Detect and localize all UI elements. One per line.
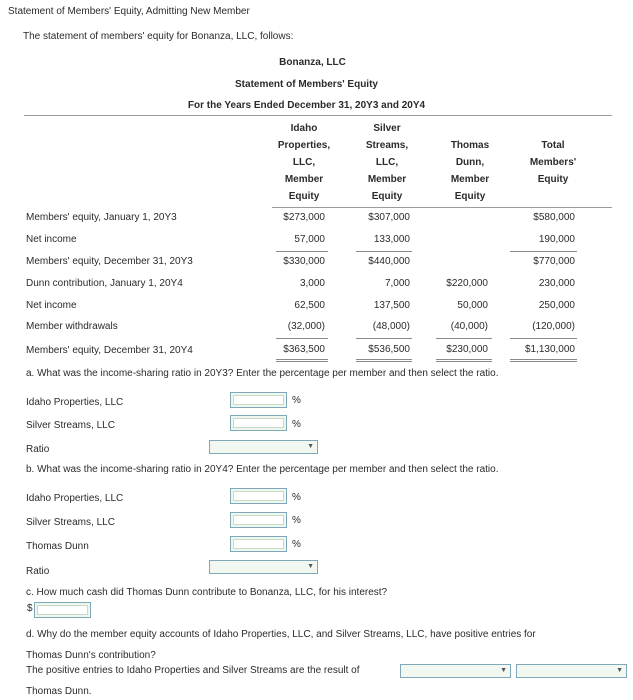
part-a-silver-label: Silver Streams, LLC	[26, 420, 115, 431]
part-b-silver-percent-input[interactable]	[230, 512, 287, 528]
company-name: Bonanza, LLC	[279, 57, 346, 68]
cell-value: 137,500	[373, 300, 410, 311]
part-d-reason-select-2[interactable]	[516, 664, 627, 678]
cell-value: (120,000)	[532, 321, 575, 332]
cell-value: 7,000	[384, 278, 410, 289]
cell-value: 57,000	[294, 234, 325, 245]
question-d-line1: d. Why do the member equity accounts of Idaho Properties, LLC, and Silver Streams, LLC, have positive entries for	[26, 629, 536, 640]
statement-period: For the Years Ended December 31, 20Y3 and 20Y4	[187, 100, 426, 111]
part-b-thomas-percent-input[interactable]	[230, 536, 287, 552]
cell-value: 50,000	[457, 300, 488, 311]
question-a: a. What was the income-sharing ratio in 20Y3? Enter the percentage per member and then select the ratio.	[26, 368, 499, 379]
percent-sign: %	[292, 515, 301, 526]
question-b: b. What was the income-sharing ratio in 20Y4? Enter the percentage per member and then select the ratio.	[26, 464, 499, 475]
subtotal-rule	[276, 251, 328, 252]
cell-value: $363,500	[283, 344, 325, 355]
cell-value: $1,130,000	[524, 344, 575, 355]
subtotal-rule	[356, 338, 412, 339]
cell-value: 190,000	[538, 234, 575, 245]
chevron-down-icon: ▼	[307, 443, 314, 450]
percent-sign: %	[292, 539, 301, 550]
cell-value: 62,500	[294, 300, 325, 311]
row-label: Member withdrawals	[26, 321, 118, 332]
cell-value: $440,000	[368, 256, 410, 267]
row-label: Net income	[26, 300, 77, 311]
dollar-sign: $	[27, 603, 33, 614]
part-a-ratio-select[interactable]	[209, 440, 318, 454]
subtotal-rule	[356, 251, 412, 252]
percent-sign: %	[292, 419, 301, 430]
part-b-silver-label: Silver Streams, LLC	[26, 517, 115, 528]
part-a-idaho-percent-input[interactable]	[230, 392, 287, 408]
col-header-silver: Silver Streams, LLC, Member Equity	[365, 123, 409, 202]
part-b-idaho-percent-input[interactable]	[230, 488, 287, 504]
part-a-ratio-label: Ratio	[26, 444, 50, 455]
part-d-answer-suffix: Thomas Dunn.	[26, 686, 92, 697]
chevron-down-icon: ▼	[616, 667, 623, 674]
cell-value: (32,000)	[287, 321, 325, 332]
part-d-reason-select-1[interactable]	[400, 664, 511, 678]
subtotal-rule	[510, 251, 577, 252]
cell-value: 250,000	[538, 300, 575, 311]
row-label: Members' equity, January 1, 20Y3	[26, 212, 177, 223]
part-c-cash-input[interactable]	[34, 602, 91, 618]
page-title: Statement of Members' Equity, Admitting New Member	[8, 6, 250, 17]
part-a-idaho-label: Idaho Properties, LLC	[26, 397, 124, 408]
total-double-rule	[436, 359, 492, 362]
cell-value: $230,000	[446, 344, 488, 355]
total-double-rule	[510, 359, 577, 362]
part-d-answer-prefix: The positive entries to Idaho Properties and Silver Streams are the result of	[26, 665, 360, 676]
statement-title: Statement of Members' Equity	[235, 79, 378, 90]
subtotal-rule	[276, 338, 328, 339]
col-header-total: Total Members' Equity	[529, 140, 577, 185]
cell-value: $307,000	[368, 212, 410, 223]
question-d-line2: Thomas Dunn's contribution?	[26, 650, 156, 661]
row-label: Net income	[26, 234, 77, 245]
row-label: Members' equity, December 31, 20Y4	[26, 345, 193, 356]
cell-value: (40,000)	[450, 321, 488, 332]
part-b-thomas-label: Thomas Dunn	[26, 541, 89, 552]
total-double-rule	[356, 359, 412, 362]
col-header-idaho: Idaho Properties, LLC, Member Equity	[277, 123, 331, 202]
subtotal-rule	[510, 338, 577, 339]
part-a-silver-percent-input[interactable]	[230, 415, 287, 431]
row-label: Dunn contribution, January 1, 20Y4	[26, 278, 183, 289]
column-header-rule	[272, 207, 612, 208]
cell-value: (48,000)	[372, 321, 410, 332]
percent-sign: %	[292, 492, 301, 503]
header-rule	[24, 115, 612, 116]
intro-text: The statement of members' equity for Bonanza, LLC, follows:	[23, 31, 294, 42]
cell-value: 3,000	[299, 278, 325, 289]
question-c: c. How much cash did Thomas Dunn contribute to Bonanza, LLC, for his interest?	[26, 587, 388, 598]
row-label: Members' equity, December 31, 20Y3	[26, 256, 193, 267]
cell-value: $536,500	[368, 344, 410, 355]
total-double-rule	[276, 359, 328, 362]
chevron-down-icon: ▼	[307, 563, 314, 570]
cell-value: $273,000	[283, 212, 325, 223]
cell-value: $770,000	[533, 256, 575, 267]
cell-value: $580,000	[533, 212, 575, 223]
percent-sign: %	[292, 395, 301, 406]
cell-value: 230,000	[538, 278, 575, 289]
cell-value: 133,000	[373, 234, 410, 245]
part-b-ratio-label: Ratio	[26, 566, 50, 577]
chevron-down-icon: ▼	[500, 667, 507, 674]
part-b-ratio-select[interactable]	[209, 560, 318, 574]
subtotal-rule	[436, 338, 492, 339]
cell-value: $220,000	[446, 278, 488, 289]
cell-value: $330,000	[283, 256, 325, 267]
col-header-thomas: Thomas Dunn, Member Equity	[450, 140, 490, 202]
part-b-idaho-label: Idaho Properties, LLC	[26, 493, 124, 504]
